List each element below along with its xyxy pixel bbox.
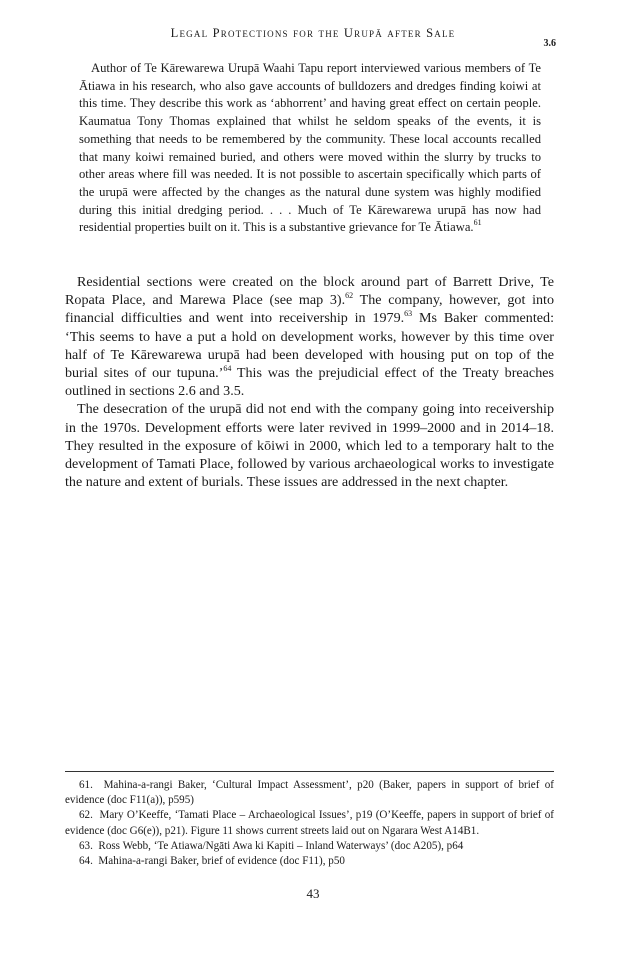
body-text-segment: This was the prejudicial effect of the Treaty breaches outlined in sections 2.6 and 3.5. [65, 365, 554, 400]
footnotes [65, 778, 554, 869]
footnote-number: 61. [79, 779, 93, 791]
footnote-text: Mahina-a-rangi Baker, ‘Cultural Impact Assessment’, p20 (Baker, papers in support of brief of evidence (doc F11(a)), p595) [65, 779, 554, 807]
footnote-number: 63. [79, 839, 93, 852]
footnote-64 [65, 854, 554, 869]
footnote-text: Ross Webb, ‘Te Atiawa/Ngāti Awa ki Kapiti – Inland Waterways’ (doc A205), p64 [98, 839, 464, 852]
body-paragraph-2: The desecration of the urupā did not end with the company going into receivership in the 1970s. Development efforts were later revived in 1999–2000 and in 2014–18. They resulted in the exposure of kōiwi in 2000, which led to a temporary halt to the development of Tamati Place, followed by various archaeological works to investigate the nature and extent of burials. These issues are addressed in the next chapter. [65, 401, 554, 491]
footnote-ref-61: 61 [473, 218, 482, 228]
body-text-segment: Ms Baker commented: ‘This seems to have a put a hold on development works, however by this time over half of Te Kārewarewa urupā had been developed with housing put on top of the burial sites of our tupuna.’ [65, 310, 554, 382]
footnote-text: Mahina-a-rangi Baker, brief of evidence (doc F11), p50 [98, 855, 345, 868]
footnote-ref-64: 64 [223, 364, 232, 374]
footnote-61 [65, 778, 554, 808]
body-text [65, 273, 554, 491]
footnote-62 [65, 808, 554, 838]
section-number: 3.6 [543, 38, 556, 49]
quote-text: Author of Te Kārewarewa Urupā Waahi Tapu report interviewed various members of Te Ātiawa in his research, who also gave accounts of bulldozers and dredges finding koiwi at this time. They describe this work as ‘abhorrent’ and having great effect on certain people. Kaumatua Tony Thomas explained that whilst he seldom speaks of the events, it is something that needs to be remembered by the community. These local accounts recalled that many koiwi remained buried, and others were moved within the slurry by trucks to other areas where fill was needed. It is not possible to ascertain specifically which parts of the urupā were affected by the changes as the natural dune system was highly modified during this initial dredging period. . . . Much of Te Kārewarewa urupā has now had residential properties built on it. This is a substantive grievance for Te Ātiawa. [79, 61, 541, 235]
footnote-number: 62. [79, 809, 93, 822]
block-quote [79, 60, 541, 237]
page-number: 43 [306, 886, 320, 901]
footnote-63 [65, 839, 554, 854]
body-text-segment: The company, however, got into financial difficulties and went into receivership in 1979. [65, 292, 554, 327]
footnote-ref-63: 63 [404, 309, 413, 319]
body-text-segment: Residential sections were created on the block around part of Barrett Drive, Te Ropata Place, and Marewa Place (see map 3). [65, 274, 554, 309]
footnote-text: Mary O’Keeffe, ‘Tamati Place – Archaeological Issues’, p19 (O’Keeffe, papers in support of brief of evidence (doc G6(e)), p21). Figure 11 shows current streets laid out on Ngarara West A14B1. [65, 809, 554, 837]
body-paragraph-1 [65, 273, 554, 400]
quote-paragraph [79, 60, 541, 237]
footnote-number: 64. [79, 855, 93, 868]
running-header: Legal Protections for the Urupā after Sale [170, 26, 456, 40]
footnote-ref-62: 62 [345, 291, 354, 301]
footnote-divider [65, 771, 554, 772]
